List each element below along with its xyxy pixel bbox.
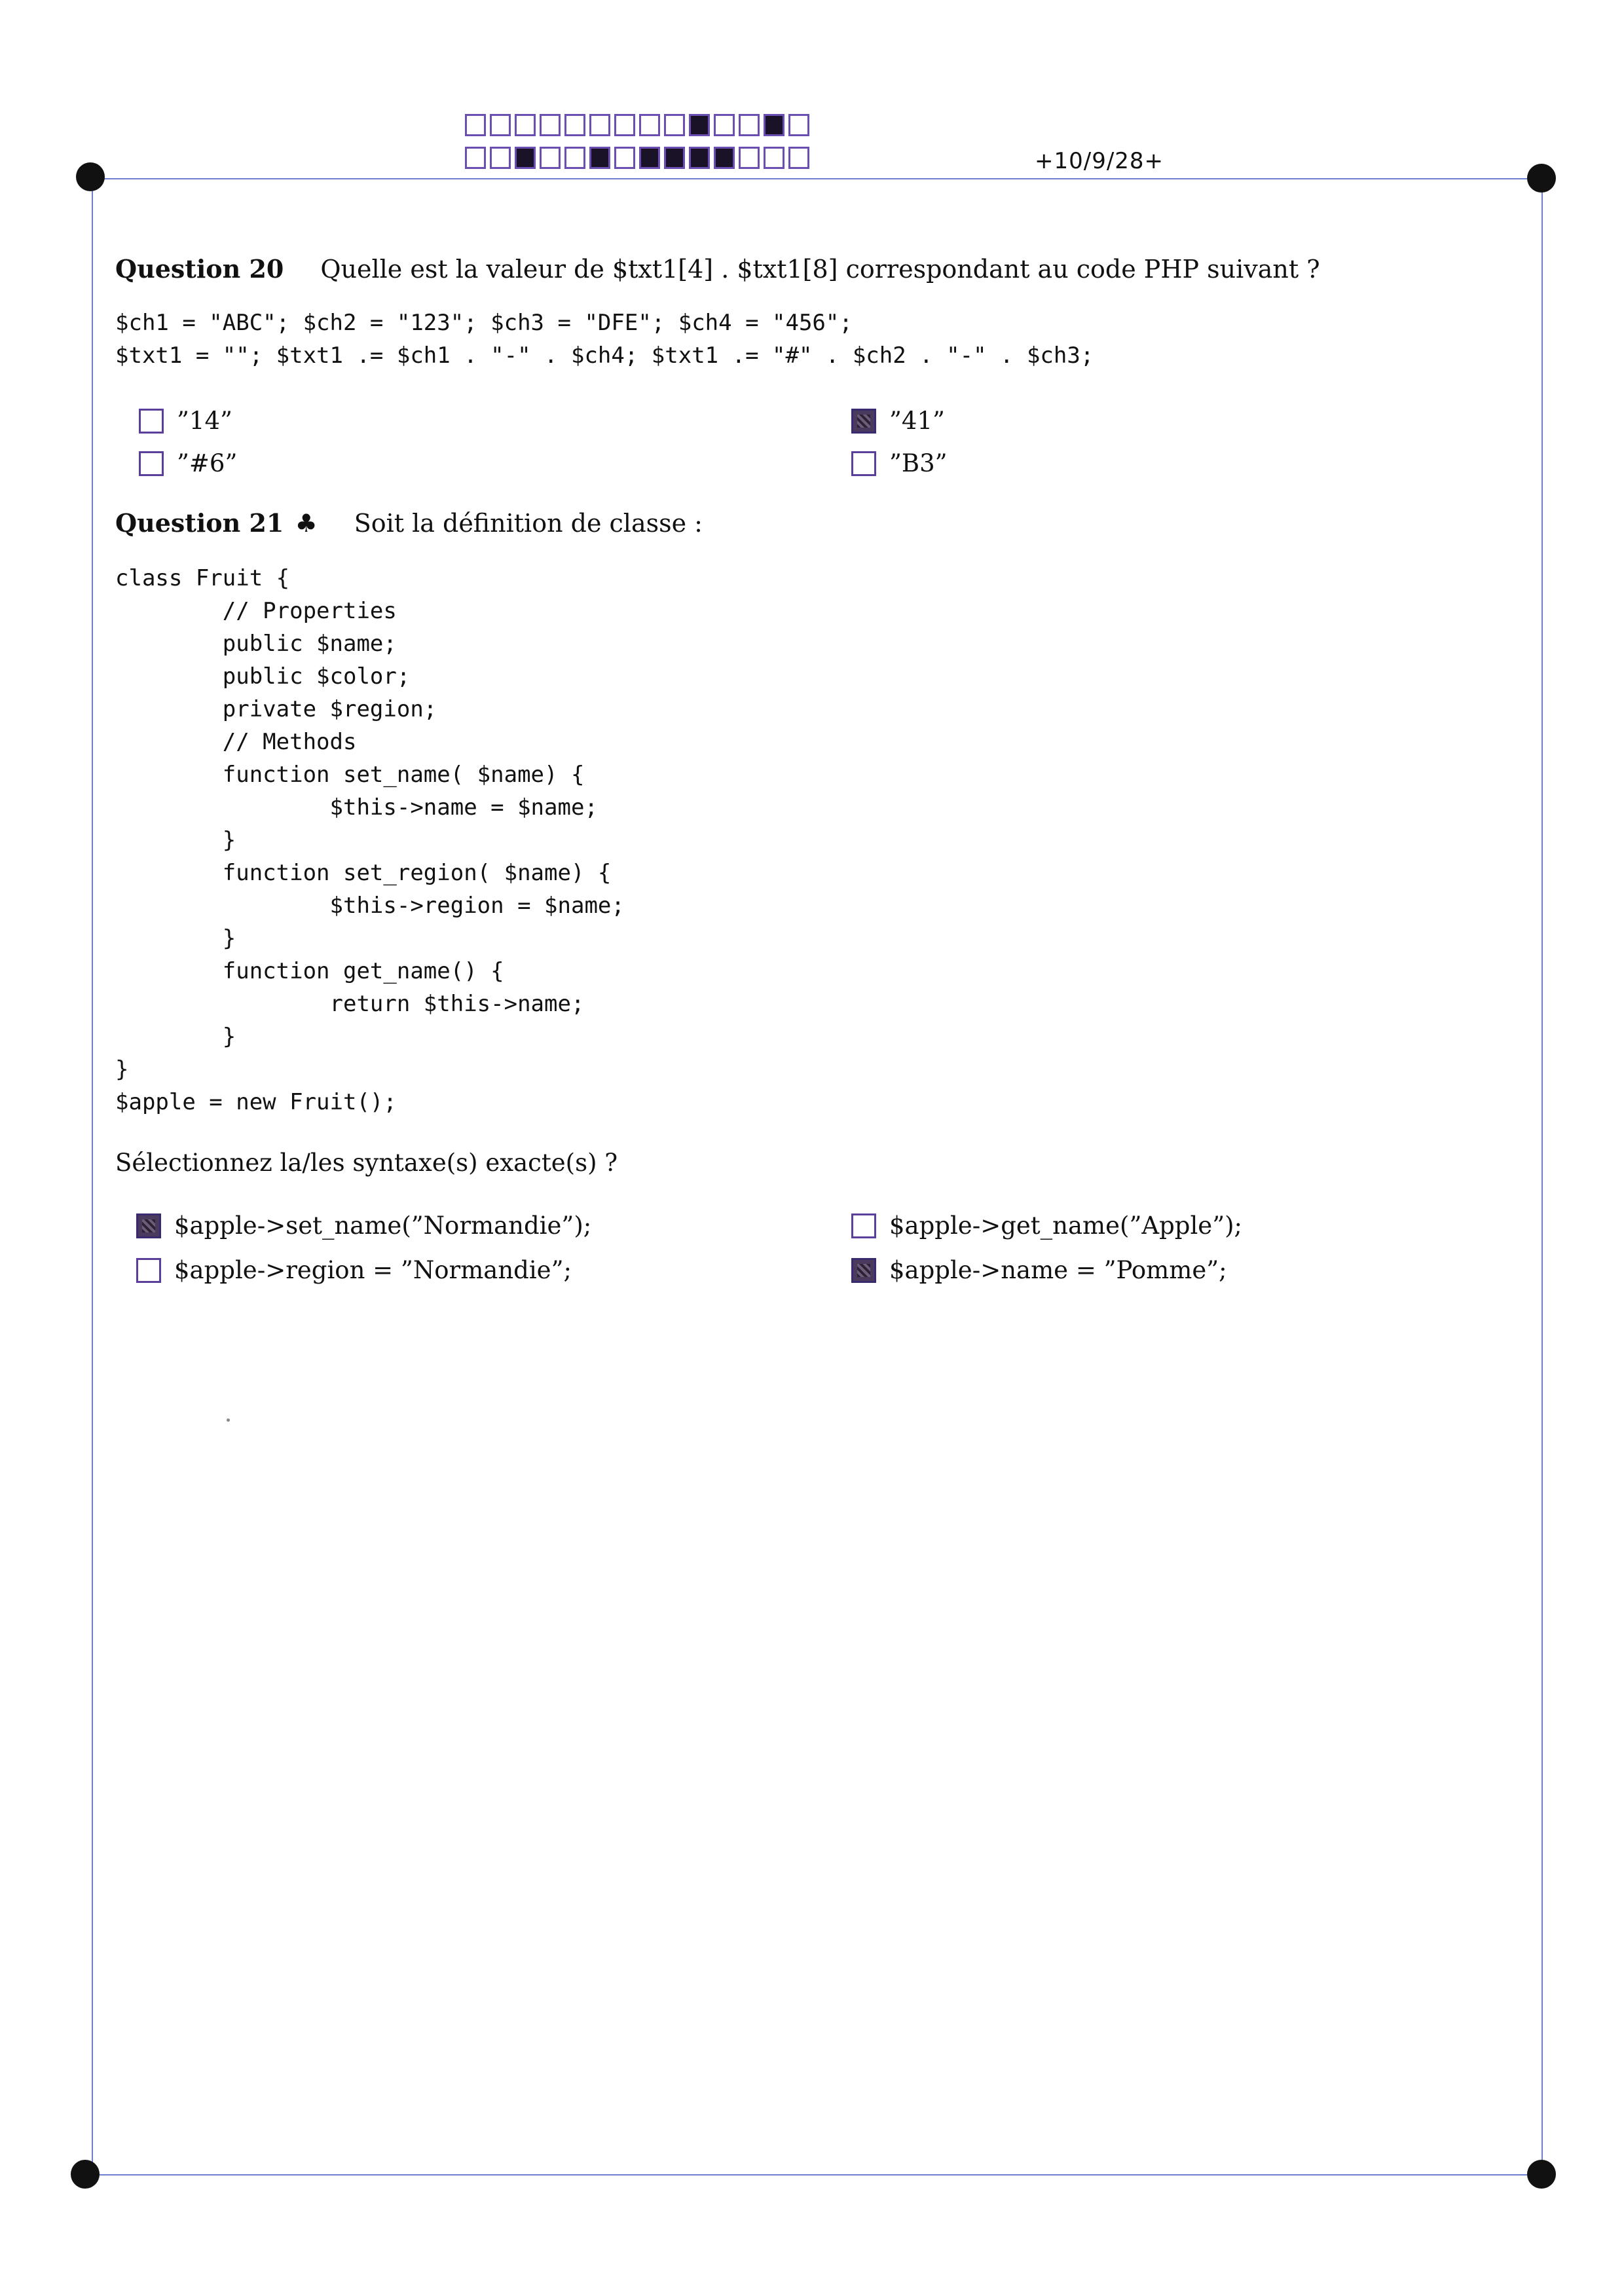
answer-label: $apple->region = ”Normandie”;: [174, 1256, 572, 1284]
checkbox[interactable]: [851, 1213, 876, 1238]
question-number: [115, 508, 318, 538]
answer-label: ”#6”: [177, 449, 238, 477]
question-text: Soit la définition de classe :: [354, 509, 703, 538]
code-cell: [515, 114, 536, 136]
code-cell: [788, 114, 809, 136]
code-cell: [589, 147, 610, 169]
code-cell: [465, 147, 486, 169]
answer-option[interactable]: [136, 1256, 572, 1284]
answer-option[interactable]: [136, 1212, 591, 1240]
code-cell: [614, 147, 635, 169]
frame-bottom: [85, 2174, 1543, 2176]
answer-option[interactable]: [139, 449, 237, 477]
frame-left: [92, 178, 93, 2174]
code-cell: [639, 114, 660, 136]
answer-option[interactable]: [851, 407, 945, 435]
question-21-code: class Fruit { // Properties public $name; public $color; private $region; // Methods function set_name( $name) { $this->name = $name; } function set_region( $name) { $this->region = $name; } function get_name() { return $this->name; } } $apple = new Fruit();: [115, 565, 625, 1115]
code-cell: [614, 114, 635, 136]
code-cell: [465, 114, 486, 136]
checkbox[interactable]: [139, 451, 164, 476]
question-20-header: [115, 254, 1320, 284]
answer-label: $apple->set_name(”Normandie”);: [174, 1212, 592, 1240]
corner-marker-top-right: [1527, 164, 1556, 193]
answer-label: ”41”: [889, 407, 945, 435]
checkbox[interactable]: [139, 409, 164, 434]
checkbox[interactable]: [851, 1258, 876, 1283]
answer-option[interactable]: [139, 407, 232, 435]
code-cell: [714, 147, 735, 169]
question-text: Quelle est la valeur de $txt1[4] . $txt1[8] correspondant au code PHP suivant ?: [320, 255, 1320, 284]
checkbox[interactable]: [851, 451, 876, 476]
code-cell: [714, 114, 735, 136]
stray-mark: [227, 1418, 230, 1422]
answer-label: ”B3”: [889, 449, 948, 477]
question-20-code: $ch1 = "ABC"; $ch2 = "123"; $ch3 = "DFE"; $ch4 = "456"; $txt1 = ""; $txt1 .= $ch1 . "-" . $ch4; $txt1 .= "#" . $ch2 . "-" . $ch3;: [115, 310, 1094, 369]
answer-option[interactable]: [851, 1256, 1227, 1284]
club-icon: ♣: [295, 509, 318, 538]
code-cell: [639, 147, 660, 169]
code-cell: [739, 114, 760, 136]
code-cell: [564, 114, 585, 136]
code-cell: [764, 114, 784, 136]
sheet-code-row-1: [465, 114, 813, 136]
question-21-header: [115, 508, 703, 538]
sheet-id: +10/9/28+: [1035, 148, 1164, 174]
answer-label: ”14”: [177, 407, 232, 435]
corner-marker-bottom-right: [1527, 2160, 1556, 2189]
answer-label: $apple->name = ”Pomme”;: [889, 1256, 1227, 1284]
answer-option[interactable]: [851, 449, 948, 477]
code-cell: [540, 114, 561, 136]
code-cell: [664, 114, 685, 136]
answer-option[interactable]: [851, 1212, 1242, 1240]
corner-marker-bottom-left: [71, 2160, 100, 2189]
corner-marker-top-left: [76, 162, 105, 191]
sheet-code-row-2: [465, 147, 813, 169]
answer-label: $apple->get_name(”Apple”);: [889, 1212, 1243, 1240]
code-cell: [788, 147, 809, 169]
frame-top: [92, 178, 1543, 179]
code-cell: [689, 147, 710, 169]
code-cell: [764, 147, 784, 169]
question-number-text: Question 21: [115, 508, 284, 538]
checkbox[interactable]: [136, 1213, 161, 1238]
code-cell: [664, 147, 685, 169]
checkbox[interactable]: [851, 409, 876, 434]
code-cell: [515, 147, 536, 169]
question-number: Question 20: [115, 254, 284, 284]
code-cell: [540, 147, 561, 169]
code-cell: [589, 114, 610, 136]
frame-right: [1541, 178, 1543, 2174]
checkbox[interactable]: [136, 1258, 161, 1283]
code-cell: [739, 147, 760, 169]
code-cell: [490, 147, 511, 169]
question-21-prompt: Sélectionnez la/les syntaxe(s) exacte(s) ?: [115, 1149, 618, 1177]
code-cell: [689, 114, 710, 136]
code-cell: [564, 147, 585, 169]
code-cell: [490, 114, 511, 136]
